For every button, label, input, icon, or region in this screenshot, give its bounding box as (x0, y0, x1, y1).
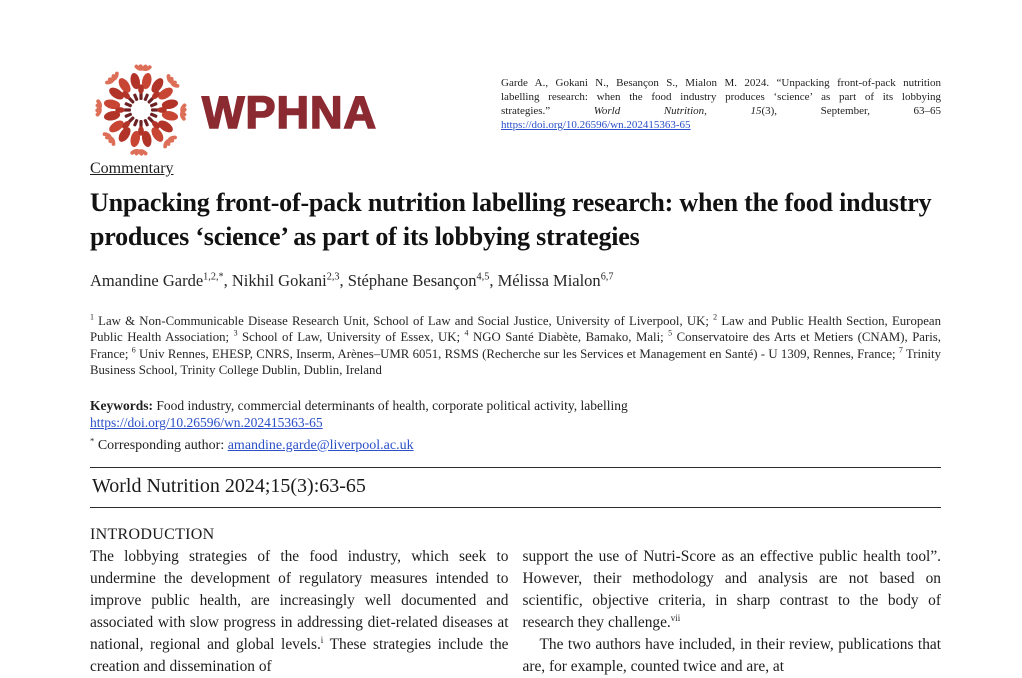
article-title: Unpacking front-of-pack nutrition labelling research: when the food industry produces ‘science’ as part of its lobbying strategies (90, 188, 932, 251)
citation-doi-line (501, 118, 941, 132)
reference-superscript: i (320, 634, 324, 645)
wphna-mandala-logo-icon (90, 60, 192, 160)
affiliation-sup: 4 (464, 329, 469, 339)
citation-line-2: labelling research: when the food industry produces ‘science’ as part of its lobbying (501, 91, 941, 103)
keywords-text: Food industry, commercial determinants of health, corporate political activity, labelling (153, 397, 628, 413)
author-name: Amandine Garde (90, 271, 204, 290)
affiliation-sup: 1 (90, 312, 94, 322)
body-paragraph: support the use of Nutri-Score as an effective public health tool”. However, their methodology and analysis are not based on scientific, objective criteria, in sharp contrast to the body of research they challenge.$^{vii}$ (522, 547, 941, 631)
affiliation-text: Law & Non-Communicable Disease Research Unit, School of Law and Social Justice, University of Liverpool, UK; (93, 314, 714, 328)
reference-superscript: vii (670, 612, 681, 623)
author-name: Nikhil Gokani (231, 271, 327, 290)
author-affiliation-sup: 2,3 (326, 271, 340, 283)
citation-line-3: strategies.” World Nutrition, 15(3), September, 63–65 (501, 105, 942, 117)
affiliation-sup: 2 (713, 312, 718, 322)
citation-block (501, 76, 941, 132)
corresponding-label: Corresponding author: (94, 437, 228, 453)
brand-block (90, 60, 377, 160)
left-column (90, 524, 509, 678)
citation-doi-link[interactable]: https://doi.org/10.26596/wn.202415363-65 (501, 119, 691, 131)
keywords-line (90, 398, 941, 414)
affiliations-block (90, 313, 941, 379)
journal-citation-text: World Nutrition 2024;15(3):63-65 (92, 474, 366, 497)
commentary-kicker-link[interactable]: Commentary (90, 160, 174, 177)
author-separator: , (339, 271, 348, 290)
header (90, 60, 941, 160)
journal-citation-bar (90, 467, 941, 508)
author-separator: , (223, 271, 232, 290)
author-name: Stéphane Besançon (347, 271, 477, 290)
author-separator: , (489, 271, 498, 290)
doi-line (90, 415, 941, 431)
affiliation-text: Univ Rennes, EHESP, CNRS, Inserm, Arènes–UMR 6051, RSMS (Recherche sur les Services et Management en Santé) - U 1309, Rennes, France; (135, 346, 899, 361)
affiliation-sup: 7 (898, 345, 903, 355)
doi-link[interactable]: https://doi.org/10.26596/wn.202415363-65 (90, 414, 323, 430)
affiliation-text: Conservatoire des Arts et Metiers (CNAM), Paris, France; (90, 330, 941, 361)
author-name: Mélissa Mialon (497, 271, 601, 290)
author-affiliation-sup: 6,7 (600, 271, 614, 283)
affiliation-sup: 5 (668, 329, 673, 339)
body-paragraph: The lobbying strategies of the food industry, which seek to undermine the development of regulatory measures intended to improve public health, are increasingly well documented and associated with slow progress in addressing diet-related diseases at national, regional and global levels.$^i$ These strategies include the creation and dissemination of (90, 547, 509, 675)
body-paragraph: The two authors have included, in their review, publications that are, for example, counted twice and are, at (522, 635, 941, 675)
corresponding-author-line (90, 434, 941, 454)
affiliation-text: Trinity Business School, Trinity College Dublin, Dublin, Ireland (90, 346, 941, 378)
author-affiliation-sup: 4,5 (476, 271, 490, 283)
corresponding-email-link[interactable]: amandine.garde@liverpool.ac.uk (227, 437, 414, 453)
corresponding-sup: * (90, 434, 95, 445)
article-body (90, 524, 941, 678)
author-affiliation-sup: 1,2,* (203, 271, 224, 283)
introduction-heading: INTRODUCTION (90, 525, 215, 543)
right-column (523, 524, 942, 678)
citation-line-1: Garde A., Gokani N., Besançon S., Mialon M. 2024. “Unpacking front-of-pack nutrition (501, 77, 941, 89)
affiliation-sup: 3 (233, 329, 238, 339)
affiliation-sup: 6 (131, 345, 136, 355)
affiliation-text: NGO Santé Diabète, Bamako, Mali; (468, 330, 669, 345)
authors-line (90, 271, 941, 291)
affiliation-text: School of Law, University of Essex, UK; (237, 330, 465, 345)
keywords-label: Keywords: (90, 397, 153, 413)
affiliation-text: Law and Public Health Section, European Public Health Association; (90, 314, 941, 345)
brand-wordmark: WPHNA (202, 86, 377, 138)
